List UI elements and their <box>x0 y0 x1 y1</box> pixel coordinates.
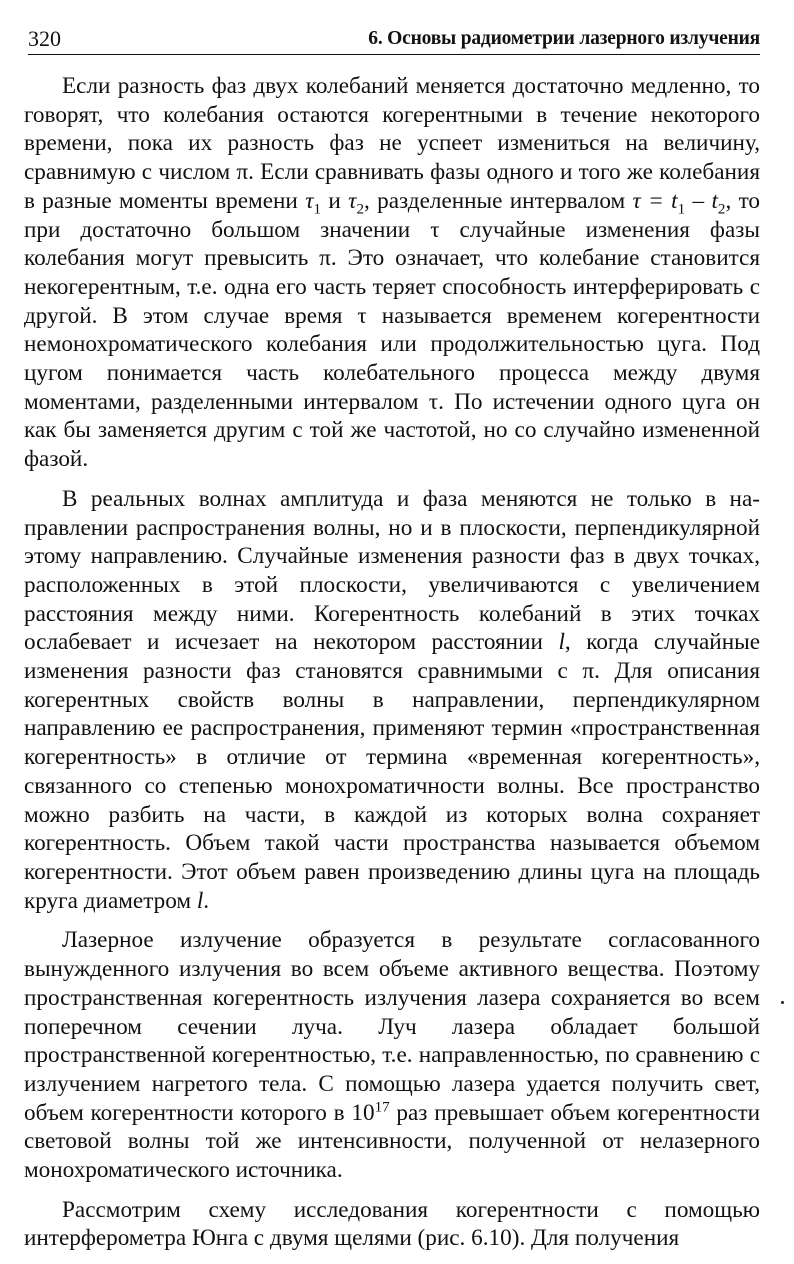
page-header <box>28 24 760 55</box>
body-text <box>24 72 760 1264</box>
paragraph-spatial-coherence: В реальных волнах амплитуда и фаза меняются не только в направлении распространения волны, но и в плоскости, перпендикулярной этому направлению. Случайные изменения разности фаз в двух точках, расположенных в этой плоскости, увеличиваются с увеличением расстояния между ними. Когерентность колебаний в этих точках ослабевает и исчезает на некотором расстоянии l, когда случайные изменения разности фаз становятся сравнимыми с π. Для описания когерентных свойств волны в направлении, перпендикулярном направлению ее распространения, применяют термин «пространственная когерентность» в отличие от термина «временная когерентность», связанного со степенью монохроматичности волны. Все пространство можно разбить на части, в каждой из которых волна сохраняет когерентность. Объем такой части пространства называется объемом когерентности. Этот объем равен произведению длины цуга на площадь круга диаметром l. <box>24 485 760 914</box>
print-speck <box>781 1001 784 1004</box>
page-number: 320 <box>28 26 61 51</box>
paragraph-coherence-time: Если разность фаз двух колебаний меняется достаточно медленно, то говорят, что колебания остаются когерентными в течение некоторого времени, пока их разность фаз не успеет измениться на величину, сравнимую с числом π. Если сравнивать фазы одного и того же колебания в разные моменты времени $\tau_1$ и $\tau_2$, разделенные интервалом $\tau = t_1 - t_2$, то при достаточно большом значении τ случайные изменения фазы колебания могут превысить π. Это означает, что колебание становится некогерентным, т.е. одна его часть теряет способность интерферировать с другой. В этом случае время τ называется временем когерентности немонохроматического колебания или продолжительностью цуга. Под цугом понимается часть колебательного процесса между двумя моментами, разделенными интервалом τ. По истечении одного цуга он как бы заменяется другим с той же частотой, но со случайно измененной фазой. <box>24 73 761 473</box>
paragraph-young-interferometer: Рассмотрим схему исследования когерентности с помощью интерферометра Юнга с двумя щелями (рис. 6.10). Для получения <box>24 1196 760 1252</box>
paragraph-laser-coherence: Лазерное излучение образуется в результате согласованного вынужденного излучения во всем объеме активного вещества. Поэтому пространственная когерентность излучения лазера сохраняется во всем поперечном сечении луча. Луч лазера обладает большой пространственной когерентностью, т.е. направленностью, по сравнению с излучением нагретого тела. С помощью лазера удается получить свет, объем когерентности которого в $10^{17}$ раз превышает объем когерентности световой волны той же интенсивности, полученной от нелазерного монохроматического источника. <box>24 927 760 1184</box>
running-title: 6. Основы радиометрии лазерного излучения <box>368 28 760 49</box>
